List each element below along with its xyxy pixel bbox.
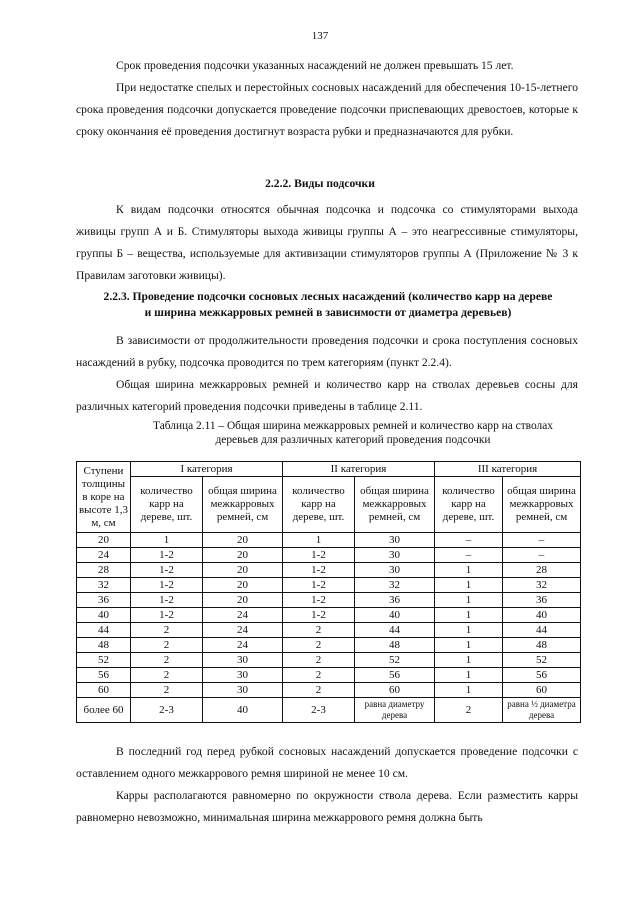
table-cell: 56 <box>503 668 581 683</box>
table-cell: 1-2 <box>131 608 203 623</box>
table-cell: равна ½ диаметра дерева <box>503 698 581 723</box>
table-cell: 20 <box>203 548 283 563</box>
caption-line: Таблица 2.11 – Общая ширина межкарровых ремней и количество карр на стволах <box>153 420 553 432</box>
section-2-2-3-text <box>76 330 578 418</box>
paragraph: Общая ширина межкарровых ремней и количество карр на стволах деревьев сосны для различных категорий проведения подсочки приведены в таблице 2.11. <box>76 378 578 413</box>
table-cell: 32 <box>77 578 131 593</box>
table-cell: 52 <box>355 653 435 668</box>
section-2-2-2-text <box>76 199 578 287</box>
table-cell: 30 <box>203 668 283 683</box>
table-cell: 2 <box>131 638 203 653</box>
paragraph: К видам подсочки относятся обычная подсочка и подсочка со стимуляторами выхода живицы групп А и Б. Стимуляторы выхода живицы группы А – это неагрессивные стимуляторы, группы Б – вещества, используемые для активизации стимуляторов группы А (Приложение № 3 к Правилам заготовки живицы). <box>76 203 578 282</box>
table-cell: 2 <box>283 668 355 683</box>
paragraph: В последний год перед рубкой сосновых насаждений допускается проведение подсочки с оставлением одного межкаррового ремня шириной не менее 10 см. <box>76 745 578 780</box>
header-width: общая ширина межкарровых ремней, см <box>503 477 581 533</box>
table-cell: 1 <box>435 563 503 578</box>
table-row <box>77 533 581 548</box>
table-cell: 1-2 <box>283 563 355 578</box>
heading-line: 2.2.3. Проведение подсочки сосновых лесных насаждений (количество карр на дереве <box>103 290 553 303</box>
table-row <box>77 638 581 653</box>
table-cell: 1-2 <box>131 548 203 563</box>
table-cell: 1 <box>435 578 503 593</box>
table-cell: 2-3 <box>131 698 203 723</box>
header-category-3: III категория <box>435 462 581 477</box>
table-cell: 30 <box>203 653 283 668</box>
table-header-row <box>77 462 581 477</box>
table-cell: 1 <box>435 638 503 653</box>
table-cell: 56 <box>355 668 435 683</box>
table-cell: 1 <box>283 533 355 548</box>
table-cell: 40 <box>355 608 435 623</box>
table-cell: 60 <box>77 683 131 698</box>
page-number: 137 <box>311 30 329 42</box>
table-cell: 40 <box>503 608 581 623</box>
table-cell: – <box>503 548 581 563</box>
table-cell: 36 <box>355 593 435 608</box>
table-row <box>77 683 581 698</box>
table-cell: 24 <box>203 608 283 623</box>
table-row <box>77 653 581 668</box>
table-cell: 1-2 <box>283 578 355 593</box>
caption-line: деревьев для различных категорий проведения подсочки <box>215 434 491 446</box>
table-cell: 1-2 <box>131 593 203 608</box>
paragraph: Срок проведения подсочки указанных насаждений не должен превышать 15 лет. <box>116 59 514 72</box>
table-row <box>77 548 581 563</box>
table-cell: 60 <box>503 683 581 698</box>
table-cell: 1-2 <box>283 593 355 608</box>
table-cell: 48 <box>503 638 581 653</box>
table-cell: 20 <box>203 563 283 578</box>
header-count: количество карр на дереве, шт. <box>435 477 503 533</box>
table-cell: 2 <box>435 698 503 723</box>
table-cell: 2 <box>131 653 203 668</box>
table-cell: 20 <box>77 533 131 548</box>
table-cell: 44 <box>355 623 435 638</box>
table-cell: 1 <box>131 533 203 548</box>
table-cell: 30 <box>203 683 283 698</box>
table-cell: 20 <box>203 533 283 548</box>
table-cell: 28 <box>503 563 581 578</box>
table-cell: 24 <box>77 548 131 563</box>
table-cell: 30 <box>355 548 435 563</box>
paragraph: В зависимости от продолжительности проведения подсочки и срока поступления сосновых насаждений в рубку, подсочка проводится по трем категориям (пункт 2.2.4). <box>76 334 578 369</box>
data-table <box>76 461 581 723</box>
table-cell: 40 <box>203 698 283 723</box>
table-cell: 30 <box>355 533 435 548</box>
intro-text <box>76 55 578 143</box>
table-caption <box>118 419 588 447</box>
table-cell: 20 <box>203 593 283 608</box>
table-cell: 44 <box>503 623 581 638</box>
table-cell: 1-2 <box>283 608 355 623</box>
table-cell: 1 <box>435 683 503 698</box>
table-cell: 48 <box>355 638 435 653</box>
table-cell: более 60 <box>77 698 131 723</box>
table-row <box>77 563 581 578</box>
table-body <box>77 533 581 723</box>
table-cell: 1-2 <box>283 548 355 563</box>
table-cell: 24 <box>203 623 283 638</box>
paragraph: Карры располагаются равномерно по окружности ствола дерева. Если разместить карры равномерно невозможно, минимальная ширина межкаррового ремня должна быть <box>76 789 578 824</box>
table-row <box>77 578 581 593</box>
table-cell: 1 <box>435 623 503 638</box>
table-cell: 36 <box>77 593 131 608</box>
table-cell: равна диаметру дерева <box>355 698 435 723</box>
closing-text <box>76 741 578 829</box>
header-category-2: II категория <box>283 462 435 477</box>
table-cell: 20 <box>203 578 283 593</box>
table-row <box>77 593 581 608</box>
table-cell: 1-2 <box>131 563 203 578</box>
table-cell: 2 <box>131 623 203 638</box>
table-cell: 28 <box>77 563 131 578</box>
header-thickness: Ступени толщины в коре на высоте 1,3 м, см <box>77 462 131 533</box>
table-cell: 36 <box>503 593 581 608</box>
table-cell: 2-3 <box>283 698 355 723</box>
table-cell: 48 <box>77 638 131 653</box>
header-count: количество карр на дереве, шт. <box>131 477 203 533</box>
table-cell: 32 <box>355 578 435 593</box>
table-cell: – <box>435 533 503 548</box>
table-cell: 40 <box>77 608 131 623</box>
table-cell: 2 <box>283 683 355 698</box>
section-heading-2-2-3 <box>76 289 580 321</box>
table-row <box>77 608 581 623</box>
table-cell: 2 <box>283 653 355 668</box>
table-cell: 32 <box>503 578 581 593</box>
table-cell: 2 <box>131 683 203 698</box>
table-cell: 56 <box>77 668 131 683</box>
table-cell: 2 <box>131 668 203 683</box>
table-cell: 1 <box>435 668 503 683</box>
table-row <box>77 698 581 723</box>
table-cell: 44 <box>77 623 131 638</box>
header-width: общая ширина межкарровых ремней, см <box>355 477 435 533</box>
table-cell: 2 <box>283 623 355 638</box>
header-count: количество карр на дереве, шт. <box>283 477 355 533</box>
table-cell: – <box>503 533 581 548</box>
paragraph: При недостатке спелых и перестойных сосновых насаждений для обеспечения 10-15-летнего срока проведения подсочки допускается проведение подсочки приспевающих древостоев, которые к сроку окончания её проведения достигнут возраста рубки и предназначаются для рубки. <box>76 81 578 138</box>
table-cell: 2 <box>283 638 355 653</box>
table-cell: 52 <box>77 653 131 668</box>
heading-line: и ширина межкарровых ремней в зависимости от диаметра деревьев) <box>144 306 512 319</box>
section-heading-2-2-2: 2.2.2. Виды подсочки <box>265 177 375 190</box>
table-cell: 1-2 <box>131 578 203 593</box>
header-category-1: I категория <box>131 462 283 477</box>
table-cell: – <box>435 548 503 563</box>
table-cell: 1 <box>435 593 503 608</box>
table-cell: 24 <box>203 638 283 653</box>
table-cell: 52 <box>503 653 581 668</box>
header-width: общая ширина межкарровых ремней, см <box>203 477 283 533</box>
table-cell: 60 <box>355 683 435 698</box>
table-row <box>77 623 581 638</box>
table-cell: 1 <box>435 608 503 623</box>
table-cell: 30 <box>355 563 435 578</box>
table-subheader-row <box>77 477 581 533</box>
table-row <box>77 668 581 683</box>
table-cell: 1 <box>435 653 503 668</box>
